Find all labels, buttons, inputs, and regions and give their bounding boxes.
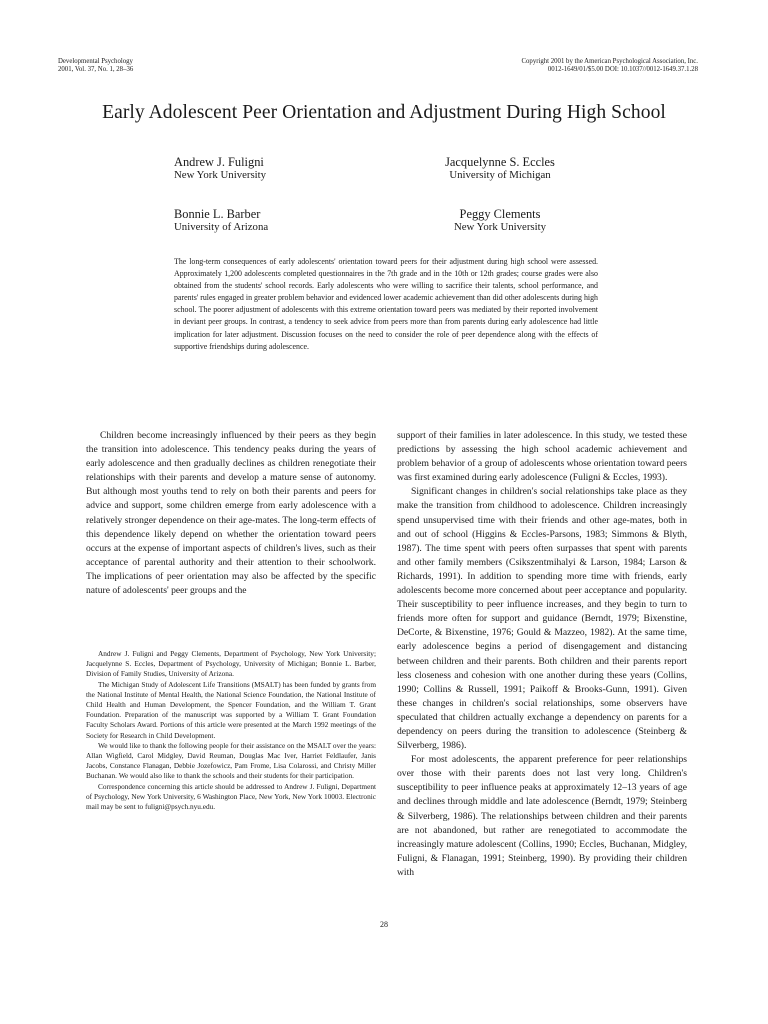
copyright-line: Copyright 2001 by the American Psychological Association, Inc. [521, 58, 698, 65]
abstract: The long-term consequences of early adolescents' orientation toward peers for their adjustment during high school were assessed. Approximately 1,200 adolescents completed questionnaires in the 7th grade and in the 10th or 12th grades; course grades were also obtained from the students' school records. Early adolescents who were willing to sacrifice their talents, school performance, and parents' rules engaged in greater problem behavior and evidenced lower academic achievement than did other adolescents during high school. The poorer adjustment of adolescents with this extreme orientation toward peers was mediated by their reported involvement in deviant peer groups. In contrast, a tendency to seek advice from peers more than from parents during early adolescence had little implication for later adjustment. Discussion focuses on the need to consider the role of peer dependence along with the effects of supportive friendships during adolescence. [174, 257, 598, 351]
author-block [400, 207, 600, 233]
body-paragraph: Children become increasingly influenced by their peers as they begin the transition into adolescence. This tendency peaks during the years of early adolescence and then gradually declines as children renegotiate their relationships with their parents and develop a mature sense of autonomy. But although most youths tend to rely on both their parents and peers for advice and support, some children emerge from early adolescence with a relatively stronger dependence on their age-mates. The long-term effects of this dependence likely depend on whether the orientation toward peers occurs at the expense of important aspects of children's lives, such as their acceptance of parental authority and their attention to their schoolwork. The implications of peer orientation may also be affected by the specific nature of adolescents' peer groups and the [86, 430, 376, 597]
footnote-affiliations: Andrew J. Fuligni and Peggy Clements, Department of Psychology, New York University; Jacquelynne S. Eccles, Department of Psychology, University of Michigan; Bonnie L. Barber, Division of Family Studies, University of Arizona. [86, 649, 376, 679]
author-affiliation: New York University [174, 169, 267, 181]
author-name: Andrew J. Fuligni [174, 155, 264, 169]
author-affiliation: New York University [453, 221, 547, 233]
author-affiliation: University of Michigan [449, 169, 551, 181]
author-note [86, 649, 376, 812]
footnote-correspondence: Correspondence concerning this article should be addressed to Andrew J. Fuligni, Department of Psychology, New York University, 6 Washington Place, New York, New York 10003. Electronic mail may be sent to fuligni@psych.nyu.edu. [86, 781, 376, 812]
body-paragraph: support of their families in later adolescence. In this study, we tested these predictions by assessing the high school academic achievement and problem behavior of a group of adolescents whose orientation toward peers was first examined during early adolescence (Fuligni & Eccles, 1993). [397, 430, 687, 484]
author-name: Bonnie L. Barber [174, 207, 261, 221]
journal-name: Developmental Psychology [58, 58, 133, 65]
body-paragraph: Significant changes in children's social relationships take place as they make the transition from childhood to adolescence. Children increasingly spend unsupervised time with their friends and other age-mates, both in and out of school (Higgins & Eccles-Parsons, 1983; Simmons & Blyth, 1987). The time spent with peers often surpasses that spent with parents and other family members (Csikszentmihalyi & Larson, 1984; Larson & Richards, 1991). In addition to spending more time with friends, early adolescents become more concerned about peer acceptance and popularity. Their susceptibility to peer influence increases, and they begin to turn to friends more often for support and guidance (Berndt, 1979; Bixenstine, DeCorte, & Bixenstine, 1976; Gould & Mazzeo, 1982). At the same time, early adolescence begins a period of disengagement and distancing between children and their parents. Both children and their parents report less closeness and cohesion with one another during these years (Collins, 1990; Collins & Russell, 1991; Paikoff & Brooks-Gunn, 1991). Given these changes in children's social relationships, some observers have speculated that children actually exchange a dependency on parents for a dependency on peers during the transition to adolescence (Steinberg & Silverberg, 1986). [397, 486, 687, 752]
journal-volume: 2001, Vol. 37, No. 1, 28–36 [58, 66, 134, 73]
author-affiliation: University of Arizona [174, 221, 269, 233]
author-block [174, 155, 374, 181]
author-name: Jacquelynne S. Eccles [445, 155, 555, 169]
author-block [400, 155, 600, 181]
footnote-funding: The Michigan Study of Adolescent Life Transitions (MSALT) has been funded by grants from the National Institute of Mental Health, the National Science Foundation, the National Institute of Child Health and Human Development, the Spencer Foundation, and the William T. Grant Foundation. Preparation of the manuscript was supported by a William T. Grant Foundation Faculty Scholars Award. Portions of this article were presented at the March 1992 meetings of the Society for Research in Child Development. [86, 679, 376, 740]
body-paragraph: For most adolescents, the apparent preference for peer relationships over those with their parents does not last very long. Children's susceptibility to peer influence peaks at approximately 12–13 years of age and declines through middle and late adolescence (Berndt, 1979; Steinberg & Silverberg, 1986). The relationships between children and their parents are not abandoned, but rather are renegotiated to accommodate the increasingly mature adolescent (Collins, 1990; Eccles, Buchanan, Midgley, Fuligni, & Flanagan, 1991; Steinberg, 1990). By providing their children with [397, 754, 687, 878]
page-number: 28 [380, 920, 388, 929]
article-title: Early Adolescent Peer Orientation and Adjustment During High School [102, 102, 666, 123]
author-name: Peggy Clements [459, 207, 541, 221]
doi-line: 0012-1649/01/$5.00 DOI: 10.1037//0012-1649.37.1.28 [547, 66, 698, 73]
journal-citation [58, 58, 308, 74]
copyright-notice [378, 58, 698, 74]
footnote-acknowledgments: We would like to thank the following people for their assistance on the MSALT over the years: Allan Wigfield, Carol Midgley, David Reuman, Douglas Mac Iver, Harriet Feldlaufer, Janis Jacobs, Constance Flanagan, Debbie Jozefowicz, Pam Frome, Lisa Colarossi, and Christy Miller Buchanan. We would also like to thank the schools and their students for their participation. [86, 740, 376, 781]
author-block [174, 207, 374, 233]
body-column-left [86, 429, 376, 598]
body-column-right [397, 429, 687, 880]
